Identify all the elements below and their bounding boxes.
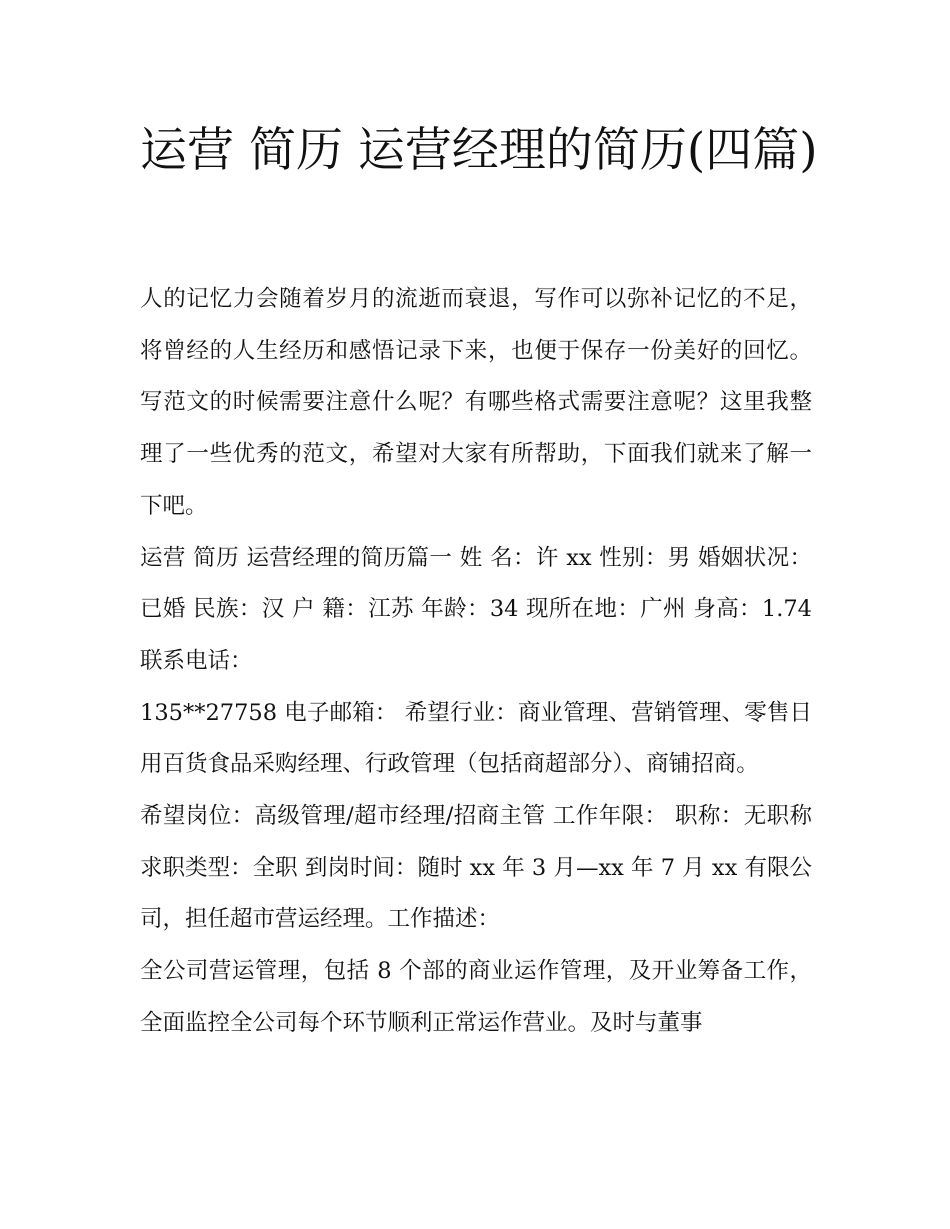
resume-job-description-paragraph: 全公司营运管理，包括 8 个部的商业运作管理，及开业筹备工作，全面监控全公司每个环节顺利正常运作营业。及时与董事 <box>140 958 812 1036</box>
resume-contact-industry-paragraph: 135**27758 电子邮箱： 希望行业：商业管理、营销管理、零售日用百货食品采购经理、行政管理（包括商超部分）、商铺招商。 <box>140 699 812 778</box>
document-title: 运营 简历 运营经理的简历(四篇) <box>140 123 818 178</box>
document-body <box>140 274 812 1050</box>
intro-paragraph: 人的记忆力会随着岁月的流逝而衰退，写作可以弥补记忆的不足，将曾经的人生经历和感悟记录下来，也便于保存一份美好的回忆。写范文的时候需要注意什么呢？有哪些格式需要注意呢？这里我整理了一些优秀的范文，希望对大家有所帮助，下面我们就来了解一下吧。 <box>140 286 812 519</box>
resume-position-experience-paragraph: 希望岗位：高级管理/超市经理/招商主管 工作年限： 职称：无职称 求职类型：全职 到岗时间：随时 xx 年 3 月—xx 年 7 月 xx 有限公司，担任超市营运经理。工作描述： <box>140 803 812 933</box>
resume-personal-info-paragraph: 运营 简历 运营经理的简历篇一 姓 名：许 xx 性别：男 婚姻状况：已婚 民族：汉 户 籍：江苏 年龄：34 现所在地：广州 身高：1.74 联系电话： <box>140 544 812 674</box>
